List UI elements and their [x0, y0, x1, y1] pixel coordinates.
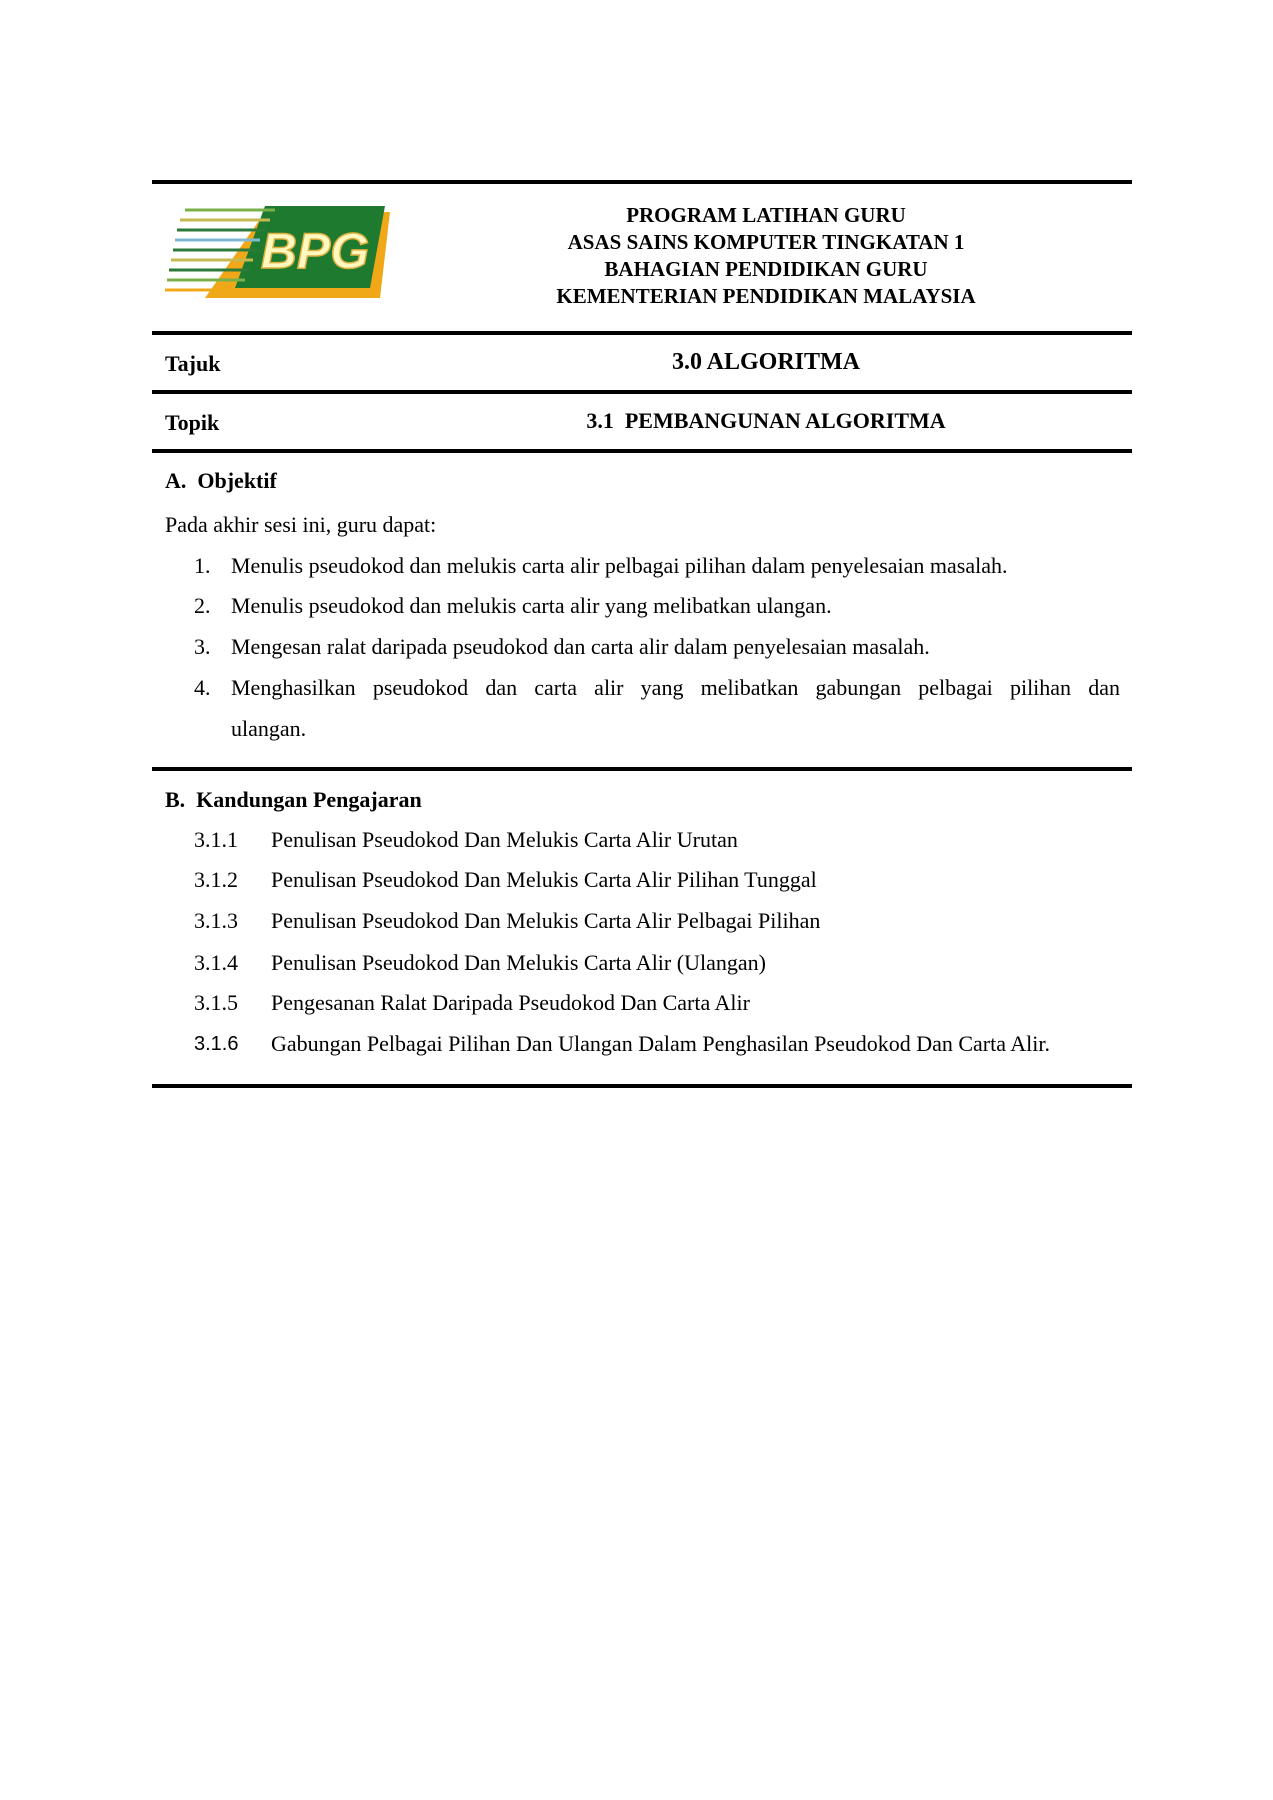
section-item: Gabungan Pelbagai Pilihan Dan Ulangan Dalam Penghasilan Pseudokod Dan Carta Alir.: [271, 1031, 1051, 1056]
section-number: 3.1.2: [194, 867, 238, 892]
header-line: ASAS SAINS KOMPUTER TINGKATAN 1: [567, 230, 965, 254]
list-item: Menghasilkan pseudokod dan carta alir yang melibatkan gabungan pelbagai pilihan dan: [231, 675, 1120, 700]
header-line: BAHAGIAN PENDIDIKAN GURU: [604, 257, 928, 281]
section-number: 3.1.5: [194, 990, 238, 1015]
section-number: 3.1.1: [194, 827, 238, 852]
bpg-logo: [165, 200, 390, 300]
divider: [152, 390, 1132, 394]
list-item: Mengesan ralat daripada pseudokod dan carta alir dalam penyelesaian masalah.: [231, 634, 930, 659]
objektif-intro: Pada akhir sesi ini, guru dapat:: [165, 512, 437, 537]
list-item-continuation: ulangan.: [231, 716, 307, 741]
list-number: 1.: [194, 553, 211, 578]
tajuk-label: Tajuk: [165, 351, 221, 376]
list-number: 2.: [194, 593, 211, 618]
section-item: Penulisan Pseudokod Dan Melukis Carta Alir Pilihan Tunggal: [271, 867, 817, 892]
section-item: Pengesanan Ralat Daripada Pseudokod Dan Carta Alir: [271, 990, 750, 1015]
list-item: Menulis pseudokod dan melukis carta alir yang melibatkan ulangan.: [231, 593, 832, 618]
divider: [152, 180, 1132, 184]
section-item: Penulisan Pseudokod Dan Melukis Carta Alir Pelbagai Pilihan: [271, 908, 821, 933]
section-item: Penulisan Pseudokod Dan Melukis Carta Alir Urutan: [271, 827, 738, 852]
kandungan-heading: B. Kandungan Pengajaran: [165, 787, 422, 812]
list-item: Menulis pseudokod dan melukis carta alir pelbagai pilihan dalam penyelesaian masalah.: [231, 553, 1008, 578]
section-number: 3.1.6: [194, 1033, 239, 1055]
divider: [152, 449, 1132, 453]
tajuk-value: 3.0 ALGORITMA: [671, 349, 860, 375]
header-line: KEMENTERIAN PENDIDIKAN MALAYSIA: [556, 284, 976, 308]
divider: [152, 767, 1132, 771]
divider: [152, 331, 1132, 335]
topik-value: 3.1 PEMBANGUNAN ALGORITMA: [586, 408, 946, 433]
list-number: 3.: [194, 634, 211, 659]
section-number: 3.1.3: [194, 908, 238, 933]
section-item: Penulisan Pseudokod Dan Melukis Carta Alir (Ulangan): [271, 950, 766, 975]
divider: [152, 1084, 1132, 1088]
list-number: 4.: [194, 675, 211, 700]
header-line: PROGRAM LATIHAN GURU: [626, 203, 906, 227]
objektif-heading: A. Objektif: [165, 468, 277, 493]
section-number: 3.1.4: [194, 950, 238, 975]
svg-text:BPG: BPG: [260, 223, 370, 279]
topik-label: Topik: [165, 410, 220, 435]
